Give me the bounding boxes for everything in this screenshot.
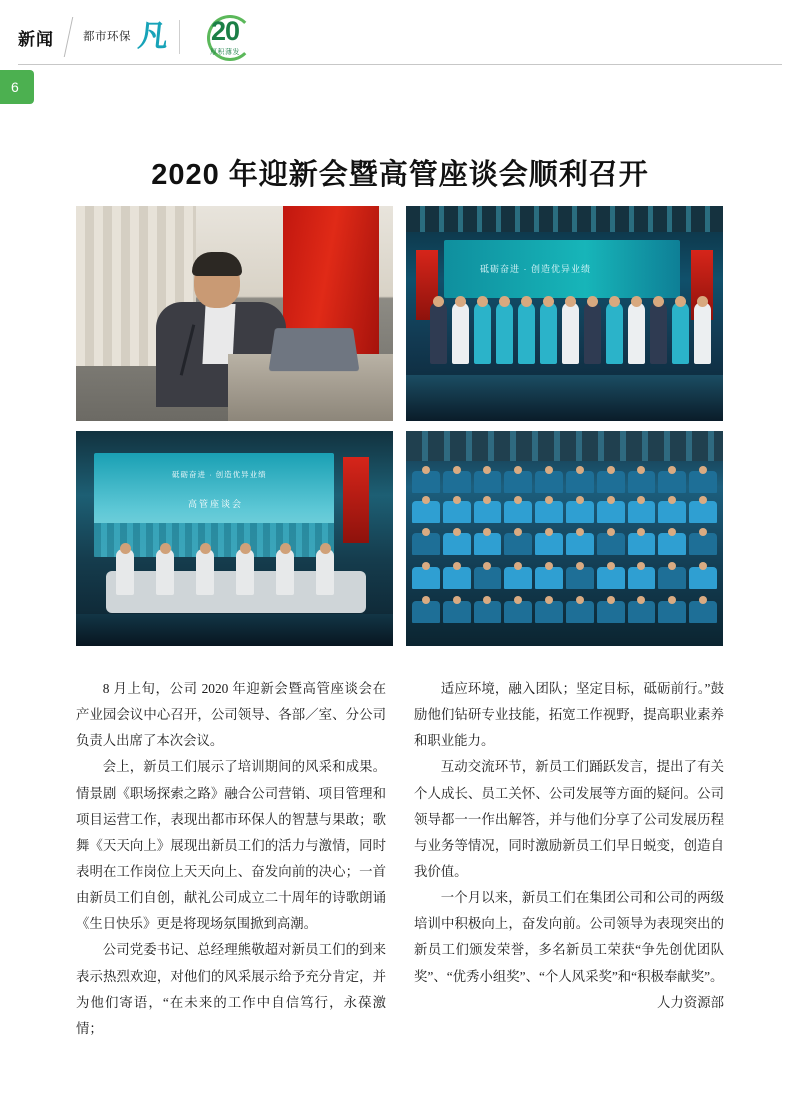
seat [597, 501, 625, 523]
seat-row [406, 567, 723, 589]
seat [566, 567, 594, 589]
panelist [156, 549, 174, 595]
paragraph: 8 月上旬，公司 2020 年迎新会暨高管座谈会在产业园会议中心召开，公司领导、各部／室、分公司负责人出席了本次会议。 [76, 681, 386, 749]
panelists [116, 549, 334, 595]
seat [412, 501, 440, 523]
person [694, 302, 711, 364]
person [474, 302, 491, 364]
seat [535, 533, 563, 555]
seat [412, 471, 440, 493]
audience-seats [406, 467, 723, 646]
person [628, 302, 645, 364]
seat [504, 533, 532, 555]
seat [628, 471, 656, 493]
photo-grid [76, 206, 724, 646]
seat [628, 501, 656, 523]
panelist [316, 549, 334, 595]
seat-row [406, 501, 723, 523]
paragraph: 一个月以来，新员工们在集团公司和公司的两级培训中积极向上，奋发向前。公司领导为表现突出的新员工们颁发荣誉，多名新员工荣获“争先创优团队奖”、“优秀小组奖”、“个人风采奖”和“积极奉献奖”。 [414, 890, 724, 984]
page-header [0, 0, 800, 72]
section-label: 新闻 [18, 29, 54, 49]
seat [658, 501, 686, 523]
hall-ceiling-lights [406, 431, 723, 461]
seat [504, 567, 532, 589]
national-flag-icon [343, 457, 369, 543]
person [430, 302, 447, 364]
seat-row [406, 533, 723, 555]
person [540, 302, 557, 364]
seat [566, 501, 594, 523]
seat-row [406, 471, 723, 493]
person [496, 302, 513, 364]
seat [443, 567, 471, 589]
seat [689, 601, 717, 623]
seat [689, 471, 717, 493]
seat [597, 601, 625, 623]
seat [474, 533, 502, 555]
seat [535, 601, 563, 623]
seat [412, 533, 440, 555]
anniversary-number: 20 [210, 15, 240, 46]
seat [474, 471, 502, 493]
seat [689, 533, 717, 555]
anniversary-logo [189, 15, 261, 57]
page-number-tab [0, 70, 34, 104]
photo-speaker-podium [76, 206, 393, 421]
seat [628, 533, 656, 555]
seat [597, 471, 625, 493]
article-column-left [76, 676, 386, 1042]
panelist [196, 549, 214, 595]
header-rule [18, 64, 782, 65]
anniversary-subtitle: 厚积薄发 [210, 48, 240, 56]
seat [566, 601, 594, 623]
seat [474, 601, 502, 623]
seat [443, 533, 471, 555]
person [562, 302, 579, 364]
brand-logo [83, 22, 170, 52]
person [672, 302, 689, 364]
photo-audience-hall [406, 431, 723, 646]
seat [504, 471, 532, 493]
panel-screen-subtext: 高管座谈会 [188, 499, 244, 509]
brand-name-cn: 都市环保 [83, 30, 131, 43]
article-body [76, 676, 724, 1042]
seat [443, 471, 471, 493]
seat [597, 567, 625, 589]
seat [504, 501, 532, 523]
page-title: 2020 年迎新会暨高管座谈会顺利召开 [151, 159, 649, 191]
seat [658, 533, 686, 555]
panel-floor [76, 614, 393, 646]
paragraph: 会上，新员工们展示了培训期间的风采和成果。情景剧《职场探索之路》融合公司营销、项目管理和项目运营工作，表现出都市环保人的智慧与果敢；歌舞《天天向上》展现出新员工们的活力与激情，同时表明在工作岗位上天天向上、奋发向前的决心；一首由新员工们自创，献礼公司成立二十周年的诗歌朗诵《生日快乐》更是将现场氛围掀到高潮。 [76, 759, 386, 932]
article-column-right [414, 676, 724, 1042]
seat [597, 533, 625, 555]
person [650, 302, 667, 364]
photo-group-on-stage [406, 206, 723, 421]
seat [535, 471, 563, 493]
person [452, 302, 469, 364]
paragraph: 互动交流环节，新员工们踊跃发言，提出了有关个人成长、员工关怀、公司发展等方面的疑问。公司领导都一一作出解答，并与他们分享了公司发展历程与业务等情况，同时激励新员工们早日蜕变，创造自我价值。 [414, 759, 724, 879]
seat [443, 601, 471, 623]
seat [504, 601, 532, 623]
seat [566, 471, 594, 493]
seat-row [406, 601, 723, 623]
laptop-icon [269, 328, 360, 371]
seat [689, 501, 717, 523]
paragraph: 公司党委书记、总经理熊敬超对新员工们的到来表示热烈欢迎，对他们的风采展示给予充分肯定，并为他们寄语，“在未来的工作中自信笃行，永葆激情； [76, 942, 386, 1036]
page-number: 6 [11, 79, 19, 95]
panelist [236, 549, 254, 595]
seat [658, 471, 686, 493]
article-signature: 人力资源部 [657, 994, 724, 1010]
seat [474, 567, 502, 589]
seat [412, 567, 440, 589]
stage-lights [406, 206, 723, 232]
panelist [116, 549, 134, 595]
brand-separator [179, 20, 180, 54]
seat [658, 567, 686, 589]
person [518, 302, 535, 364]
group-photo-people [430, 302, 711, 364]
seat [412, 601, 440, 623]
panel-screen-text: 砥砺奋进 · 创造优异业绩 [172, 470, 267, 479]
speaker-hair [192, 252, 242, 276]
seat [628, 601, 656, 623]
seat [689, 567, 717, 589]
seat [474, 501, 502, 523]
panelist [276, 549, 294, 595]
person [584, 302, 601, 364]
seat [535, 567, 563, 589]
paragraph: 适应环境，融入团队；坚定目标，砥砺前行。”鼓励他们钻研专业技能，拓宽工作视野，提高职业素养和职业能力。 [414, 681, 724, 749]
seat [535, 501, 563, 523]
seat [628, 567, 656, 589]
brand-mark-glyph: 凡 [136, 20, 170, 53]
seat [443, 501, 471, 523]
seat [658, 601, 686, 623]
header-brand-row [18, 14, 261, 60]
stage-floor [406, 375, 723, 421]
seat [566, 533, 594, 555]
photo-panel-discussion [76, 431, 393, 646]
person [606, 302, 623, 364]
stage-screen-text: 砥砺奋进 · 创造优异业绩 [480, 264, 591, 274]
